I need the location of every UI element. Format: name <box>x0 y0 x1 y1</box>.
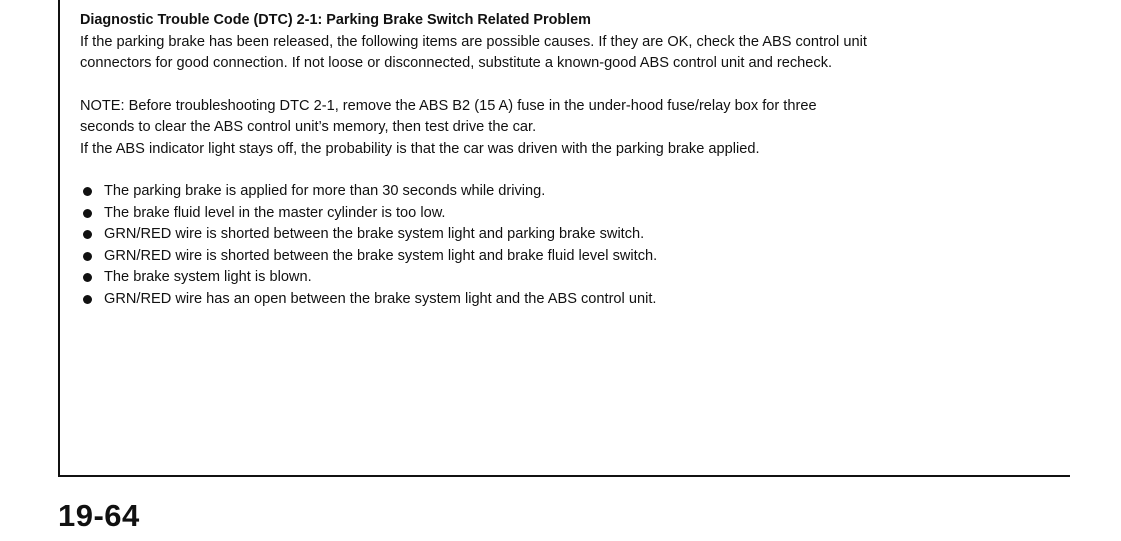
bullet-icon <box>83 209 92 218</box>
list-item <box>80 267 1065 289</box>
intro-line: If the parking brake has been released, the following items are possible causes. If they are OK, check the ABS control unit <box>80 33 867 50</box>
intro-line: connectors for good connection. If not loose or disconnected, substitute a known-good ABS control unit and recheck. <box>80 55 833 71</box>
section-border-bottom <box>58 475 1070 477</box>
list-item-text: The brake fluid level in the master cylinder is too low. <box>104 204 446 221</box>
bullet-icon <box>83 252 92 261</box>
possible-causes-list <box>80 181 1065 310</box>
bullet-icon <box>83 187 92 196</box>
bullet-icon <box>83 230 92 239</box>
note-line: seconds to clear the ABS control unit’s memory, then test drive the car. <box>80 119 537 135</box>
note-paragraph <box>80 96 1065 161</box>
list-item-text: The parking brake is applied for more than 30 seconds while driving. <box>104 183 546 199</box>
list-item <box>80 181 1065 203</box>
list-item <box>80 224 1065 246</box>
list-item-text: GRN/RED wire is shorted between the brake system light and brake fluid level switch. <box>104 247 658 264</box>
intro-paragraph <box>80 32 1065 75</box>
list-item <box>80 289 1065 311</box>
note-line: NOTE: Before troubleshooting DTC 2-1, remove the ABS B2 (15 A) fuse in the under-hood fuse/relay box for three <box>80 97 817 114</box>
list-item-text: GRN/RED wire has an open between the brake system light and the ABS control unit. <box>104 290 657 307</box>
bullet-icon <box>83 273 92 282</box>
bullet-icon <box>83 295 92 304</box>
note-line: If the ABS indicator light stays off, the probability is that the car was driven with the parking brake applied. <box>80 140 760 157</box>
page-number: 19-64 <box>58 498 140 533</box>
list-item <box>80 203 1065 225</box>
section-title: Diagnostic Trouble Code (DTC) 2-1: Parking Brake Switch Related Problem <box>80 12 591 28</box>
list-item-text: The brake system light is blown. <box>104 269 312 285</box>
dtc-section <box>80 10 1065 310</box>
section-border-left <box>58 0 60 476</box>
list-item <box>80 246 1065 268</box>
list-item-text: GRN/RED wire is shorted between the brake system light and parking brake switch. <box>104 226 645 242</box>
